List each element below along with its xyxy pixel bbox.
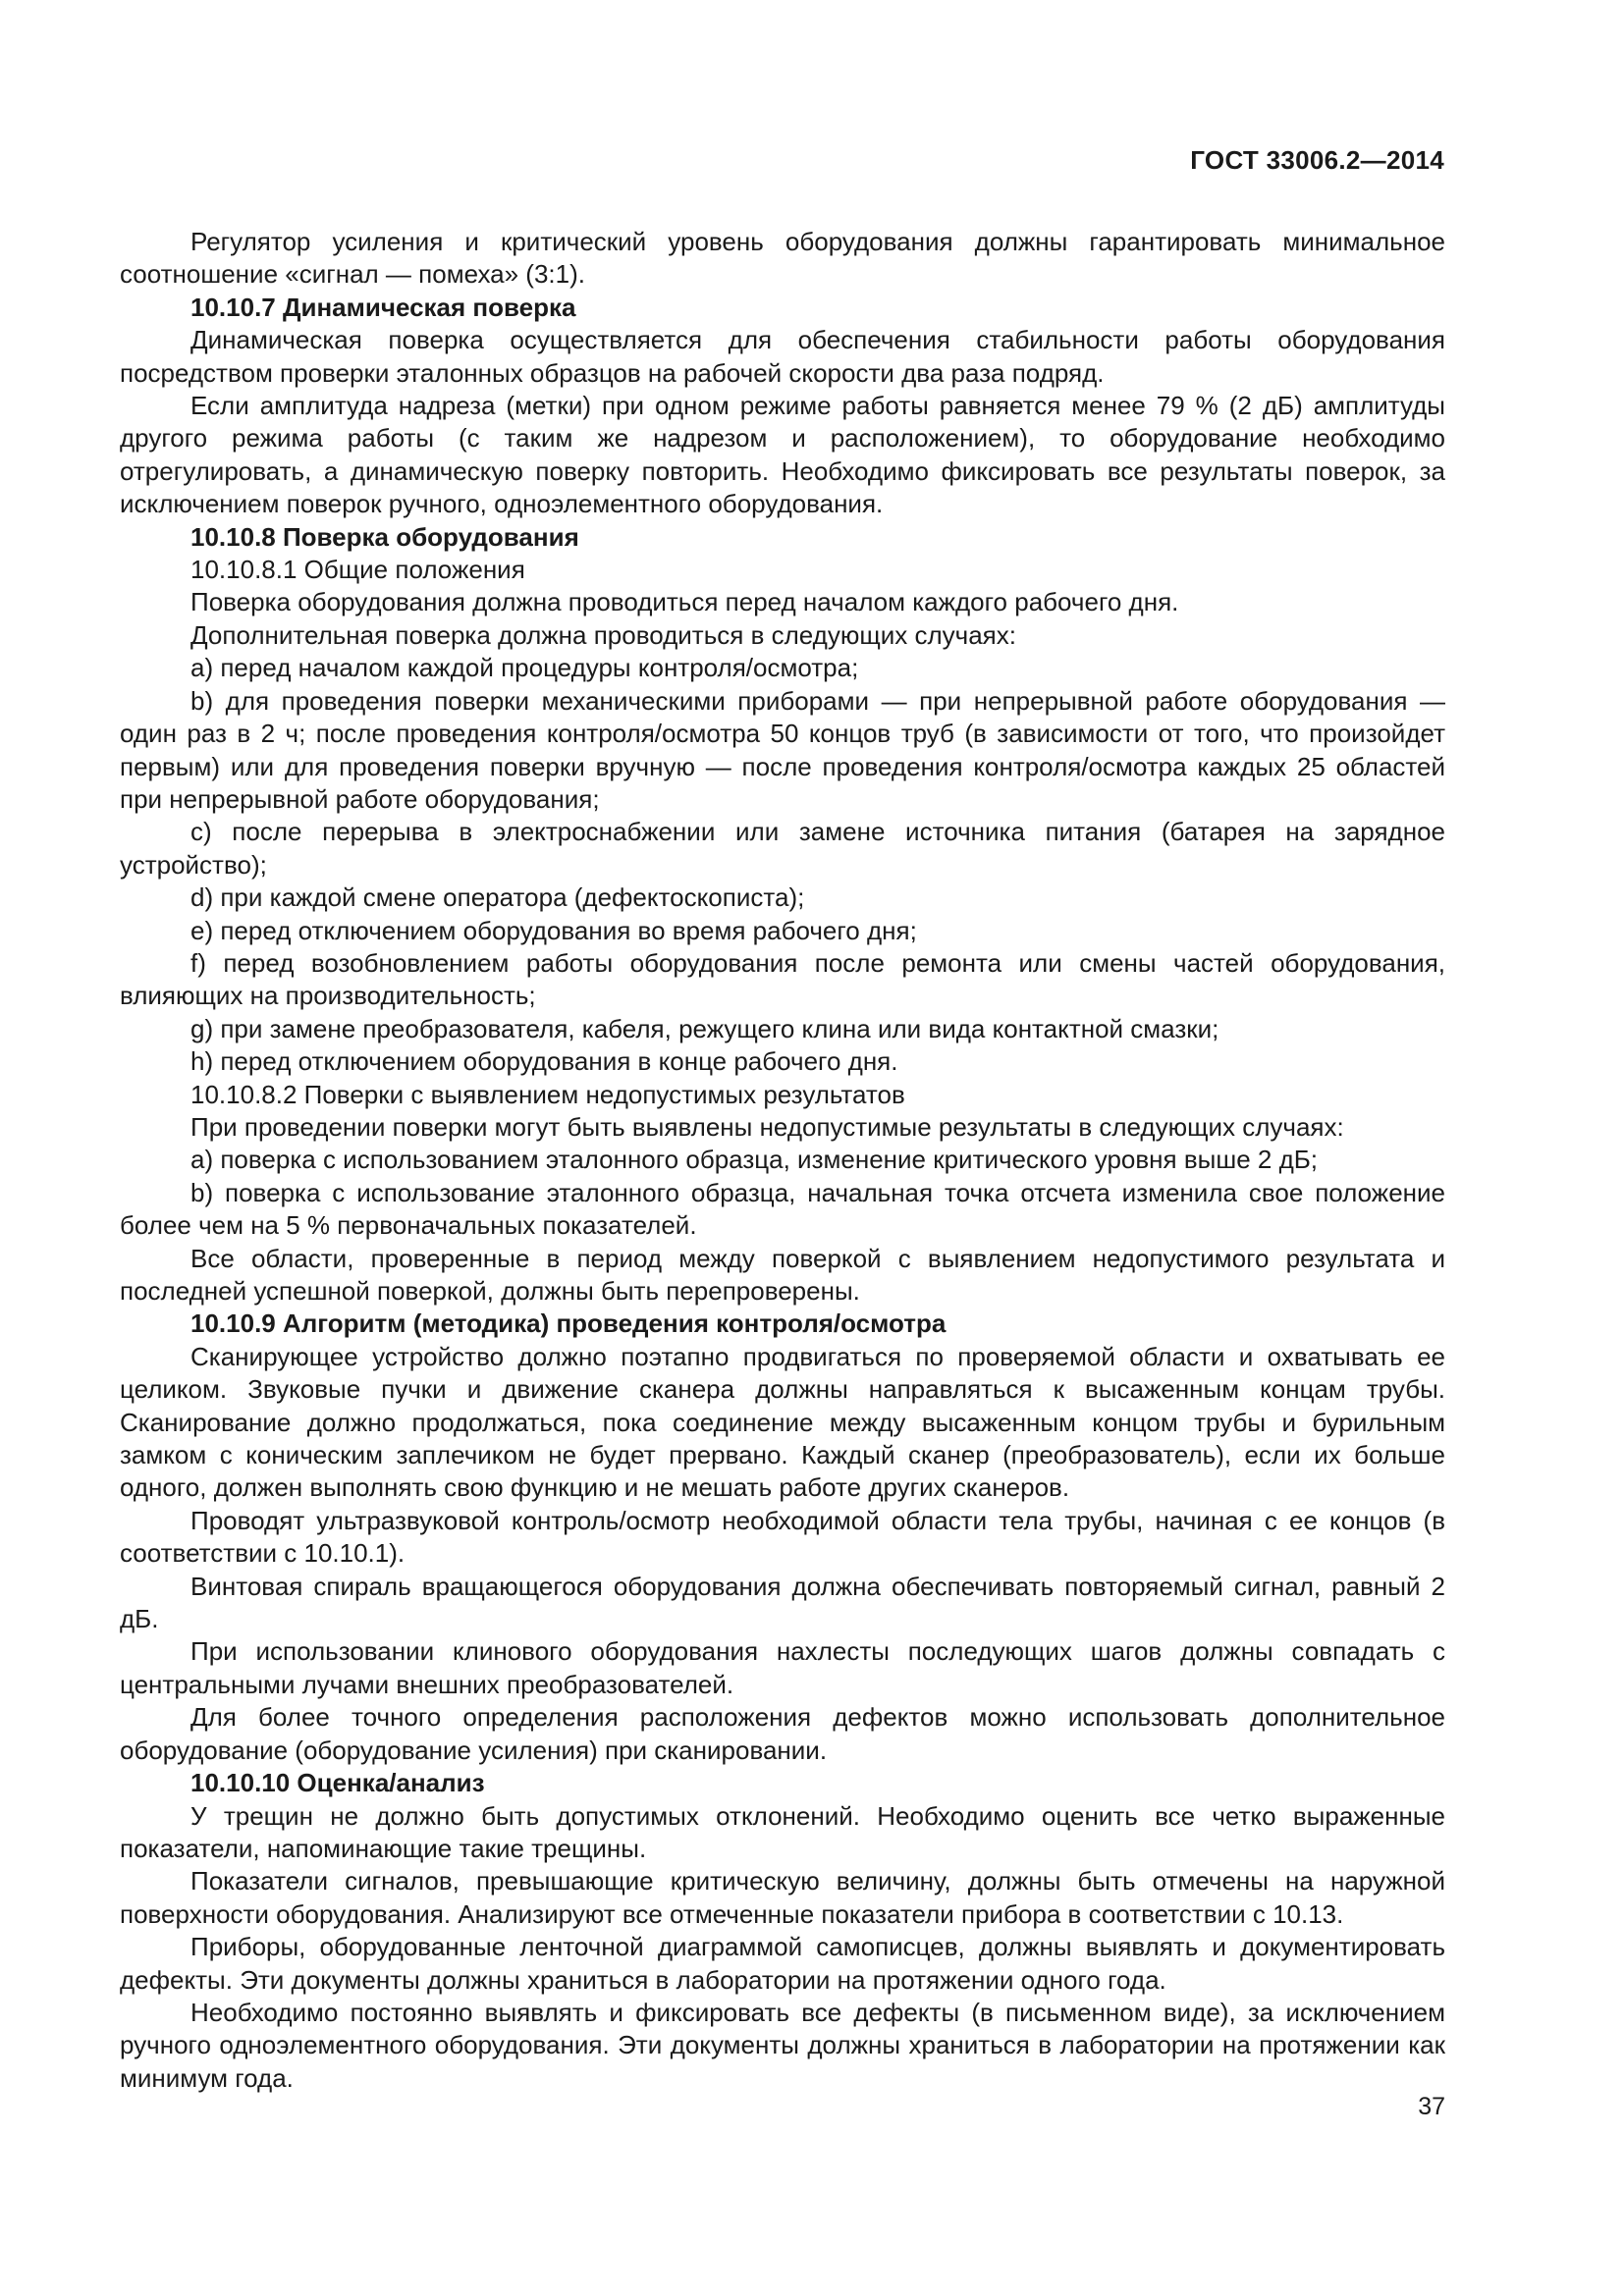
paragraph: Винтовая спираль вращающегося оборудования должна обеспечивать повторяемый сигнал, равный 2 дБ. (120, 1571, 1445, 1634)
list-item: c) после перерыва в электроснабжении или замене источника питания (батарея на зарядное устройство); (120, 817, 1445, 880)
list-item: a) поверка с использованием эталонного образца, изменение критического уровня выше 2 дБ; (190, 1145, 1319, 1175)
section-heading: 10.10.8 Поверка оборудования (190, 521, 579, 552)
list-item: b) поверка с использование эталонного образца, начальная точка отсчета изменила свое положение более чем на 5 % первоначальных показателей. (120, 1177, 1445, 1241)
paragraph: Все области, проверенные в период между поверкой с выявлением недопустимого результата и последней успешной поверкой, должны быть перепроверены. (120, 1243, 1445, 1306)
document-code: ГОСТ 33006.2—2014 (1190, 145, 1444, 175)
list-item: h) перед отключением оборудования в конце рабочего дня. (190, 1046, 898, 1077)
list-item: b) для проведения поверки механическими приборами — при непрерывной работе оборудования — один раз в 2 ч; после проведения контроля/осмотра 50 концов труб (в зависимости от того, что произойдет первым) или для проведения поверки вручную — после проведения контроля/осмотра каждых 25 областей при непрерывной работе оборудования; (120, 685, 1445, 814)
list-item: g) при замене преобразователя, кабеля, режущего клина или вида контактной смазки; (190, 1013, 1219, 1043)
paragraph: Необходимо постоянно выявлять и фиксировать все дефекты (в письменном виде), за исключением ручного одноэлементного оборудования. Эти документы должны храниться в лаборатории на протяжении как минимум года. (120, 1997, 1445, 2093)
paragraph: Динамическая поверка осуществляется для обеспечения стабильности работы оборудования посредством проверки эталонных образцов на рабочей скорости два раза подряд. (120, 325, 1445, 388)
paragraph: Сканирующее устройство должно поэтапно продвигаться по проверяемой области и охватывать ее целиком. Звуковые пучки и движение сканера должны направляться к высаженным концам трубы. Сканирование должно продолжаться, пока соединение между высаженным концом трубы и бурильным замком с коническим заплечиком не будет прервано. Каждый сканер (преобразователь), если их больше одного, должен выполнять свою функцию и не мешать работе других сканеров. (120, 1341, 1445, 1503)
paragraph: Проводят ультразвуковой контроль/осмотр необходимой области тела трубы, начиная с ее концов (в соответствии с 10.10.1). (120, 1505, 1445, 1569)
list-item: d) при каждой смене оператора (дефектоскописта); (190, 882, 805, 913)
list-item: e) перед отключением оборудования во время рабочего дня; (190, 915, 917, 945)
section-heading: 10.10.10 Оценка/анализ (190, 1768, 485, 1798)
subsection-title: 10.10.8.2 Поверки с выявлением недопустимых результатов (190, 1079, 905, 1109)
page-number: 37 (1418, 2093, 1445, 2120)
list-item: f) перед возобновлением работы оборудования после ремонта или смены частей оборудования, влияющих на производительность; (120, 947, 1445, 1011)
paragraph: Если амплитуда надреза (метки) при одном режиме работы равняется менее 79 % (2 дБ) амплитуды другого режима работы (с таким же надрезом и расположением), то оборудование необходимо отрегулировать, а динамическую поверку повторить. Необходимо фиксировать все результаты поверок, за исключением поверок ручного, одноэлементного оборудования. (120, 391, 1445, 519)
paragraph: При использовании клинового оборудования нахлесты последующих шагов должны совпадать с центральными лучами внешних преобразователей. (120, 1636, 1445, 1699)
section-heading: 10.10.7 Динамическая поверка (190, 292, 576, 322)
paragraph: Поверка оборудования должна проводиться перед началом каждого рабочего дня. (190, 587, 1179, 617)
paragraph: Показатели сигналов, превышающие критическую величину, должны быть отмечены на наружной поверхности оборудования. Анализируют все отмеченные показатели прибора в соответствии с 10.13. (120, 1866, 1445, 1929)
paragraph: У трещин не должно быть допустимых отклонений. Необходимо оценить все четко выраженные показатели, напоминающие такие трещины. (120, 1800, 1445, 1863)
section-heading: 10.10.9 Алгоритм (методика) проведения контроля/осмотра (190, 1308, 947, 1339)
subsection-title: 10.10.8.1 Общие положения (190, 555, 525, 585)
paragraph: Для более точного определения расположения дефектов можно использовать дополнительное оборудование (оборудование усиления) при сканировании. (120, 1702, 1445, 1765)
list-item: a) перед началом каждой процедуры контроля/осмотра; (190, 653, 859, 683)
paragraph: Дополнительная поверка должна проводиться в следующих случаях: (190, 619, 1016, 650)
paragraph: Регулятор усиления и критический уровень оборудования должны гарантировать минимальное соотношение «сигнал — помеха» (3:1). (120, 227, 1445, 290)
paragraph: При проведении поверки могут быть выявлены недопустимые результаты в следующих случаях: (190, 1111, 1344, 1142)
paragraph: Приборы, оборудованные ленточной диаграммой самописцев, должны выявлять и документировать дефекты. Эти документы должны храниться в лаборатории на протяжении одного года. (120, 1932, 1445, 1995)
document-body (120, 226, 1445, 2095)
